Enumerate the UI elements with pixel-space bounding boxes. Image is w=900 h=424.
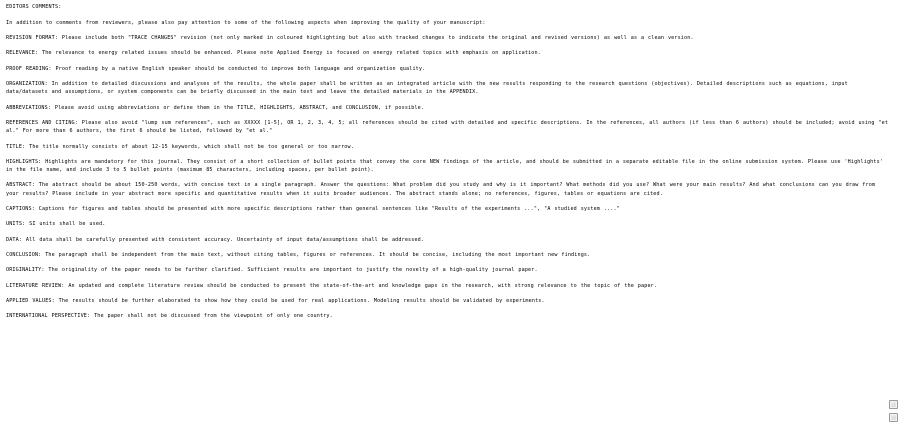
paragraph: RELEVANCE: The relevance to energy related issues should be enhanced. Please note Applied Energy is focused on energy related topics with emphasis on application. [6, 50, 541, 57]
scroll-up-button[interactable]: ⬜ [889, 400, 898, 409]
paragraph: TITLE: The title normally consists of about 12-15 keywords, which shall not be too general or too narrow. [6, 143, 354, 150]
paragraph: HIGHLIGHTS: Highlights are mandatory for this journal. They consist of a short collection of bullet points that convey the core NEW findings of the article, and should be submitted in a separate editable file in the online submission system. Please use 'Highlights' in the file name, and include 3 to 5 bullet points (maximum 85 characters, including spaces, per bullet point). [6, 158, 884, 174]
paragraph: INTERNATIONAL PERSPECTIVE: The paper shall not be discussed from the viewpoint of only one country. [6, 313, 333, 320]
paragraph: DATA: All data shall be carefully presented with consistent accuracy. Uncertainty of input data/assumptions shall be addressed. [6, 236, 425, 243]
paragraph: REFERENCES AND CITING: Please also avoid "lump sum references", such as XXXXX [1-5], OR 1, 2, 3, 4, 5; all references should be cited with detailed and specific descriptions. In the references, all authors (if less than 6 authors) should be included; avoid using "et al." For more than 6 authors, the first 6 should be listed, followed by "et al." [6, 119, 889, 135]
paragraph: REVISION FORMAT: Please include both "TRACE CHANGES" revision (not only marked in coloured highlighting but also with tracked changes to indicate the original and revised versions) as well as a clean version. [6, 34, 694, 41]
scrollbar[interactable] [888, 400, 898, 422]
paragraph: ABSTRACT: The abstract should be about 150-250 words, with concise text in a single paragraph. Answer the questions: What problem did you study and why is it important? What methods did you use? What were your main results? And what conclusions can you draw from your results? Please include in your abstract more specific and quantitative results when it suits broader audiences. The abstract stands alone; no references, figures, tables or equations are cited. [6, 182, 876, 197]
page-title: EDITORS COMMENTS: [6, 4, 62, 10]
paragraph: In addition to comments from reviewers, please also pay attention to some of the following aspects when improving the quality of your manuscript: [6, 19, 486, 26]
paragraph: UNITS: SI units shall be used. [6, 221, 106, 228]
paragraph: ABBREVIATIONS: Please avoid using abbreviations or define them in the TITLE, HIGHLIGHTS, ABSTRACT, and CONCLUSION, if possible. [6, 104, 425, 111]
paragraph: PROOF READING: Proof reading by a native English speaker should be conducted to improve both language and organization quality. [6, 65, 426, 72]
paragraph: ORIGINALITY: The originality of the paper needs to be further clarified. Sufficient results are important to justify the novelty of a high-quality journal paper. [6, 267, 538, 274]
paragraph: APPLIED VALUES: The results should be further elaborated to show how they could be used for real applications. Modeling results should be validated by experiments. [6, 298, 545, 305]
paragraph: CAPTIONS: Captions for figures and tables should be presented with more specific descriptions rather than general sentences like "Results of the experiments ...", "A studied system ...." [6, 206, 620, 213]
scroll-down-button[interactable]: ⬜ [889, 413, 898, 422]
paragraph: ORGANIZATION: In addition to detailed discussions and analyses of the results, the whole paper shall be written as an integrated article with the new results responding to the research questions (objectives). Detailed descriptions such as equations, input data/datasets and assumptions, or system components can be briefly discussed in the main text and leave the detailed materials in the APPENDIX. [6, 80, 848, 96]
paragraph: CONCLUSION: The paragraph shall be independent from the main text, without citing tables, figures or references. It should be concise, including the most important new findings. [6, 252, 591, 259]
paragraph: LITERATURE REVIEW: An updated and complete literature review should be conducted to present the state-of-the-art and knowledge gaps in the research, with strong relevance to the topic of the paper. [6, 282, 658, 289]
